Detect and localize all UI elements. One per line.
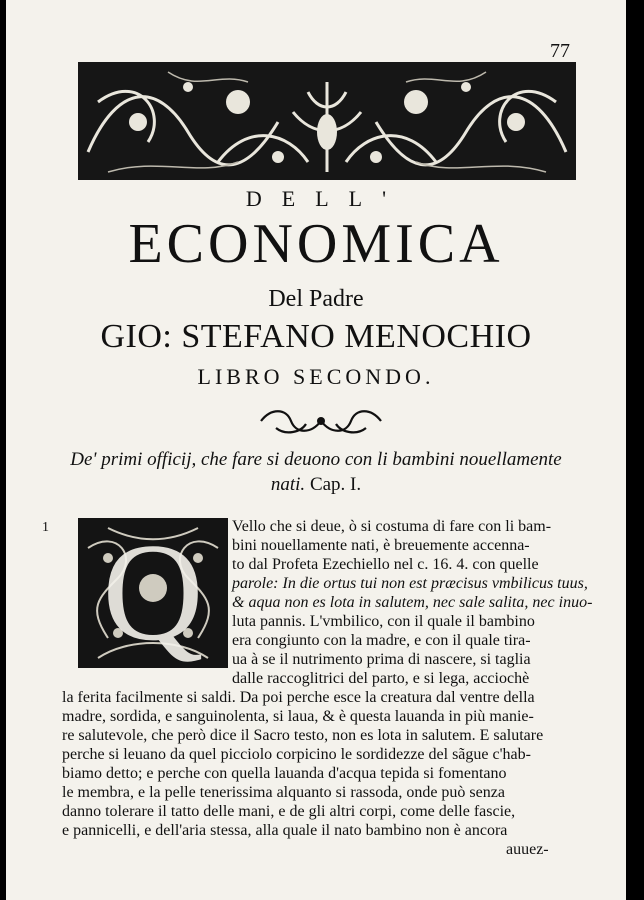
body-line: Vello che si deue, ò si costuma di fare con li bam- <box>232 518 552 535</box>
body-line: parole: In die ortus tui non est præcisus vmbilicus tuus, <box>232 575 588 592</box>
author-name: GIO: STEFANO MENOCHIO <box>100 318 532 355</box>
initial-letter: Q <box>102 518 204 668</box>
book-number: LIBRO SECONDO. <box>197 364 435 389</box>
decorated-initial <box>78 518 228 668</box>
body-line: dalle raccoglitrici del parto, e si lega, acciochè <box>232 670 530 687</box>
chapter-number: Cap. I. <box>309 474 362 495</box>
catchword: auuez- <box>506 841 549 858</box>
body-line: e pannicelli, e dell'aria stessa, alla quale il nato bambino non è ancora <box>62 822 508 839</box>
body-line: bini nouellamente nati, è breuemente accenna- <box>232 537 530 554</box>
chapter-title-nati: nati. <box>270 474 306 495</box>
body-line: luta pannis. L'vmbilico, con il quale il bambino <box>232 613 535 630</box>
body-line: re salutevole, che però dice il Sacro testo, non es lota in salutem. E salutare <box>62 727 544 744</box>
chapter-title <box>66 447 566 497</box>
body-line: la ferita facilmente si saldi. Da poi perche esce la creatura dal ventre della <box>62 689 535 706</box>
chapter-title-line-2 <box>66 472 566 497</box>
ornament-divider <box>256 406 386 436</box>
book-page <box>6 0 626 900</box>
body-line: madre, sordida, e sanguinolenta, si laua, & è questa lauanda in più manie- <box>62 708 534 725</box>
body-line: ua à se il nutrimento prima di nascere, si taglia <box>232 651 531 668</box>
body-line: biamo detto; e perche con quella lauanda d'acqua tepida si fomentano <box>62 765 507 782</box>
body-line: era congiunto con la madre, e con il quale tira- <box>232 632 531 649</box>
title-economica: ECONOMICA <box>128 213 504 275</box>
body-line: perche si leuano da quel picciolo corpicino le sordidezze del sãgue c'hab- <box>62 746 531 763</box>
title-dell: DELL' <box>245 186 407 211</box>
margin-number: 1 <box>42 520 49 535</box>
headpiece-engraving <box>78 62 576 180</box>
page-number: 77 <box>550 40 570 62</box>
title-del-padre: Del Padre <box>268 286 364 312</box>
body-line: danno tolerare il tatto delle mani, e de gli altri corpi, come delle fascie, <box>62 803 516 820</box>
body-line: & aqua non es lota in salutem, nec sale salita, nec inuo- <box>232 594 593 611</box>
ornamental-headpiece <box>78 62 576 180</box>
chapter-title-line-1: De' primi officij, che fare si deuono con li bambini nouellamente <box>70 449 562 470</box>
body-line: to dal Profeta Ezechiello nel c. 16. 4. con quelle <box>232 556 539 573</box>
body-line: le membra, e la pelle tenerissima alquanto si rassoda, onde può senza <box>62 784 505 801</box>
